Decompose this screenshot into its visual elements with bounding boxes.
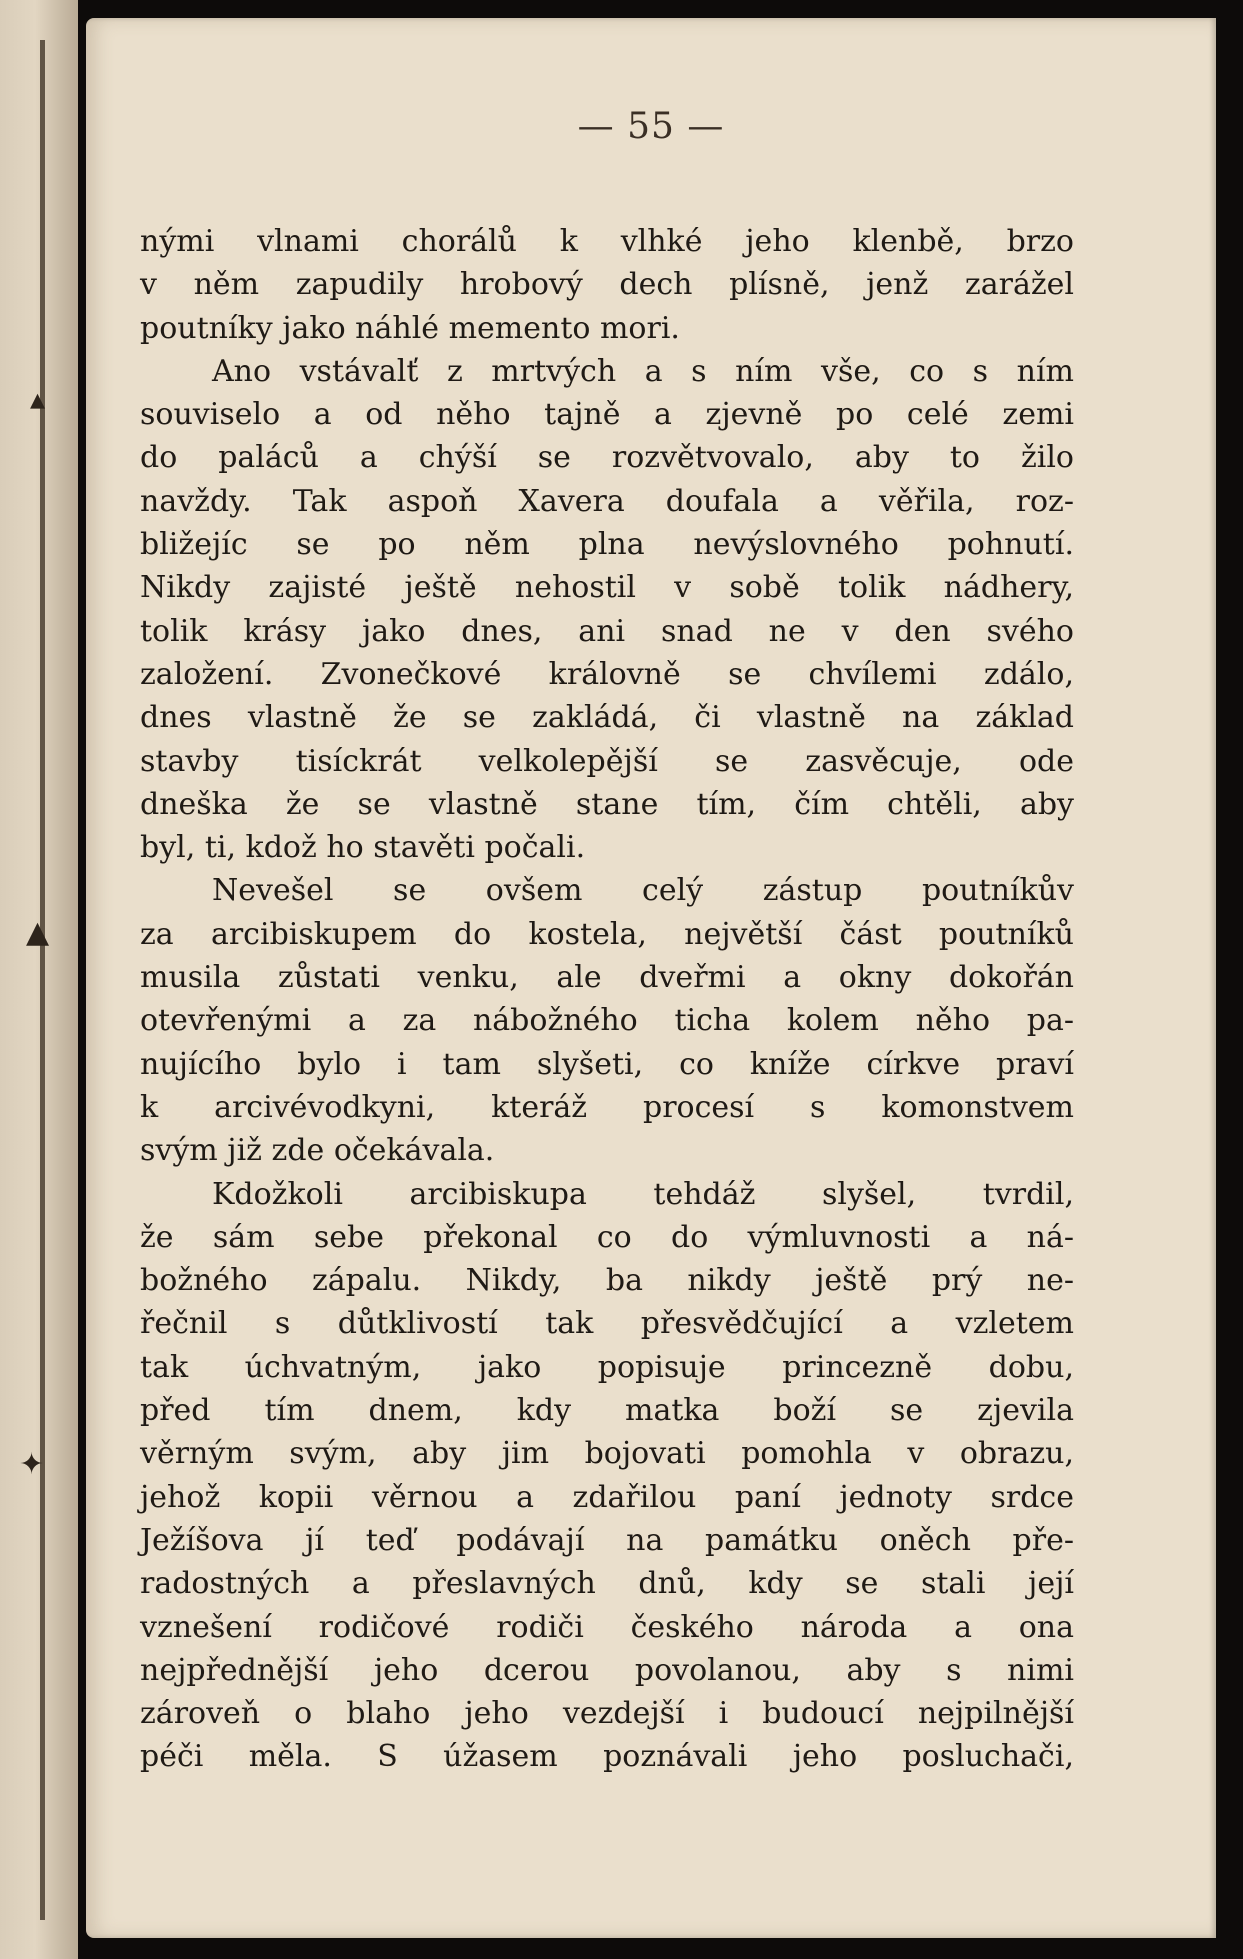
text-line: jehož kopii věrnou a zdařilou paní jednoty srdce [140,1479,1074,1515]
text-line: do paláců a chýší se rozvětvovalo, aby to žilo [140,440,1074,476]
text-line: dnes vlastně že se zakládá, či vlastně na základ [140,700,1074,736]
text-line: Nikdy zajisté ještě nehostil v sobě tolik nádhery, [140,570,1074,606]
text-line: stavby tisíckrát velkolepější se zasvěcuje, ode [140,743,1074,779]
book-binding-edge [0,0,78,1959]
text-line: bližejíc se po něm plna nevýslovného pohnutí. [140,527,1074,563]
text-line: nejpřednější jeho dcerou povolanou, aby s nimi [140,1652,1074,1688]
text-line: navždy. Tak aspoň Xavera doufala a věřila, roz- [140,483,1074,519]
page-body-text [140,220,1074,1779]
text-line: Ano vstávalť z mrtvých a s ním vše, co s ním [212,353,1074,389]
text-line: vznešení rodičové rodiči českého národa a ona [140,1609,1074,1645]
binding-mark-middle: ▲ [26,915,50,950]
text-line: musila zůstati venku, ale dveřmi a okny dokořán [140,960,1074,996]
text-line: za arcibiskupem do kostela, největší část poutníků [140,916,1074,952]
text-line: nujícího bylo i tam slyšeti, co kníže církve praví [140,1046,1074,1082]
binding-stitch-line [40,40,45,1920]
text-line: božného zápalu. Nikdy, ba nikdy ještě prý ne- [140,1263,1074,1299]
text-line: věrným svým, aby jim bojovati pomohla v obrazu, [140,1436,1074,1472]
text-line: před tím dnem, kdy matka boží se zjevila [140,1393,1074,1429]
text-line: nými vlnami chorálů k vlhké jeho klenbě, brzo [140,224,1074,259]
text-line: poutníky jako náhlé memento mori. [140,310,680,346]
text-line: tak úchvatným, jako popisuje princezně dobu, [140,1349,1074,1385]
text-line: svým již zde očekávala. [140,1133,495,1169]
text-line: Nevešel se ovšem celý zástup poutníkův [212,873,1074,909]
text-line: otevřenými a za nábožného ticha kolem něho pa- [140,1003,1074,1039]
text-line: založení. Zvonečkové královně se chvílemi zdálo, [140,656,1074,692]
text-line: k arcivévodkyni, kteráž procesí s komonstvem [140,1089,1074,1125]
text-line: péči měla. S úžasem poznávali jeho posluchači, [140,1739,1074,1775]
text-line: dneška že se vlastně stane tím, čím chtěli, aby [140,786,1074,822]
text-line: zároveň o blaho jeho vezdejší i budoucí nejpilnější [140,1696,1074,1732]
text-line: že sám sebe překonal co do výmluvnosti a ná- [140,1219,1074,1255]
binding-mark-top: ▴ [30,382,46,417]
text-line: souviselo a od něho tajně a zjevně po celé zemi [140,397,1074,433]
page-number: — 55 — [577,106,725,147]
text-line: Ježíšova jí teď podávají na památku oněch pře- [140,1522,1074,1558]
text-line: řečnil s důtklivostí tak přesvědčující a vzletem [140,1306,1074,1342]
text-line: radostných a přeslavných dnů, kdy se stali její [140,1566,1074,1602]
book-page [86,18,1216,1938]
text-line: byl, ti, kdož ho stavěti počali. [140,830,586,866]
text-line: tolik krásy jako dnes, ani snad ne v den svého [140,613,1074,649]
text-line: Kdožkoli arcibiskupa tehdáž slyšel, tvrdil, [212,1176,1074,1212]
binding-mark-bottom: ✦ [19,1447,45,1482]
text-line: v něm zapudily hrobový dech plísně, jenž zarážel [140,267,1074,303]
